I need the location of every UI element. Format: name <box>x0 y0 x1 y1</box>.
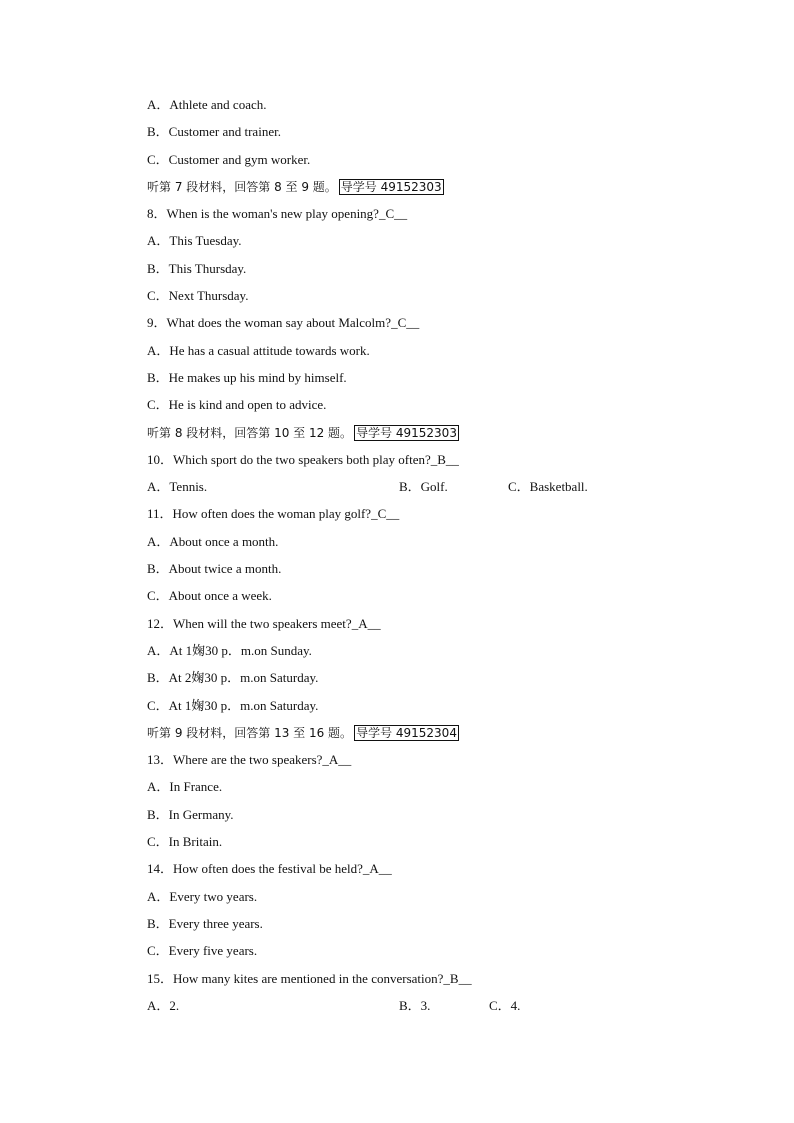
guide-number-box: 导学号 49152304 <box>356 725 457 740</box>
question-text: 12．When will the two speakers meet? <box>147 615 352 631</box>
inline-options <box>147 997 707 1024</box>
section-text: 听第 8 段材料，回答第 10 至 12 题。 <box>147 425 353 440</box>
section-text: 听第 9 段材料，回答第 13 至 16 题。 <box>147 725 353 740</box>
option-b: B．Golf. <box>399 479 448 495</box>
option-text: A．About once a month. <box>147 533 279 549</box>
option-text: B．In Germany. <box>147 806 234 822</box>
answer-option <box>147 942 707 969</box>
answer-blank: _A__ <box>362 861 392 877</box>
option-text: C．Customer and gym worker. <box>147 151 311 167</box>
answer-option <box>147 833 707 860</box>
guide-number-box: 导学号 49152303 <box>340 179 442 194</box>
option-text: B．This Thursday. <box>147 260 247 276</box>
answer-blank: _A__ <box>351 615 381 631</box>
option-b: B．3. <box>399 997 431 1013</box>
option-text: C．At 1婅30 p．m.on Saturday. <box>147 697 319 713</box>
question-line <box>147 505 707 532</box>
answer-option <box>147 778 707 805</box>
option-text: C．Next Thursday. <box>147 288 249 304</box>
option-text: A．Athlete and coach. <box>147 97 267 112</box>
answer-option <box>147 642 707 669</box>
answer-option <box>147 915 707 942</box>
option-text: A．This Tuesday. <box>147 233 242 249</box>
option-text: C．He is kind and open to advice. <box>147 397 327 413</box>
option-text: B．At 2婅30 p．m.on Saturday. <box>147 670 319 686</box>
answer-option <box>147 669 707 696</box>
question-text: 14．How often does the festival be held? <box>147 861 363 877</box>
answer-option <box>147 287 707 314</box>
answer-option <box>147 396 707 423</box>
option-text: A．In France. <box>147 779 223 795</box>
answer-option <box>147 96 707 123</box>
question-line <box>147 860 707 887</box>
option-text: A．Every two years. <box>147 888 258 904</box>
answer-option <box>147 888 707 915</box>
answer-blank: _C__ <box>378 206 408 222</box>
answer-option <box>147 260 707 287</box>
option-text: C．About once a week. <box>147 588 272 604</box>
answer-option <box>147 587 707 614</box>
option-text: A．He has a casual attitude towards work. <box>147 342 370 358</box>
answer-option <box>147 369 707 396</box>
option-c: C．4. <box>489 997 521 1013</box>
question-text: 15．How many kites are mentioned in the conversation? <box>147 970 444 986</box>
section-instruction <box>147 178 707 205</box>
option-text: B．Customer and trainer. <box>147 124 281 140</box>
section-text: 听第 7 段材料，回答第 8 至 9 题。 <box>147 179 337 194</box>
option-text: A．At 1婅30 p．m.on Sunday. <box>147 642 312 658</box>
option-text: C．In Britain. <box>147 834 223 850</box>
question-line <box>147 615 707 642</box>
answer-option <box>147 697 707 724</box>
answer-blank: _C__ <box>391 315 420 331</box>
answer-option <box>147 560 707 587</box>
section-instruction <box>147 424 707 451</box>
option-c: C．Basketball. <box>508 479 588 495</box>
guide-number-box: 导学号 49152303 <box>356 425 457 440</box>
inline-options <box>147 478 707 505</box>
answer-blank: _A__ <box>322 752 352 768</box>
answer-blank: _B__ <box>443 970 472 986</box>
answer-blank: _B__ <box>430 451 459 467</box>
question-text: 13．Where are the two speakers? <box>147 752 323 768</box>
question-line <box>147 451 707 478</box>
answer-option <box>147 342 707 369</box>
option-text: B．Every three years. <box>147 915 263 931</box>
answer-option <box>147 123 707 150</box>
option-text: C．Every five years. <box>147 943 258 959</box>
question-text: 11．How often does the woman play golf? <box>147 506 372 522</box>
question-text: 10．Which sport do the two speakers both play often? <box>147 451 431 467</box>
answer-option <box>147 533 707 560</box>
question-text: 8．When is the woman's new play opening? <box>147 206 379 222</box>
document-page <box>147 96 707 1024</box>
option-a: A．2. <box>147 997 180 1013</box>
question-line <box>147 751 707 778</box>
option-text: B．About twice a month. <box>147 561 282 577</box>
question-line <box>147 314 707 341</box>
answer-blank: _C__ <box>371 506 400 522</box>
question-text: 9．What does the woman say about Malcolm? <box>147 315 392 331</box>
answer-option <box>147 806 707 833</box>
question-line <box>147 970 707 997</box>
answer-option <box>147 232 707 259</box>
question-line <box>147 205 707 232</box>
section-instruction <box>147 724 707 751</box>
option-a: A．Tennis. <box>147 479 208 495</box>
answer-option <box>147 151 707 178</box>
option-text: B．He makes up his mind by himself. <box>147 369 347 385</box>
